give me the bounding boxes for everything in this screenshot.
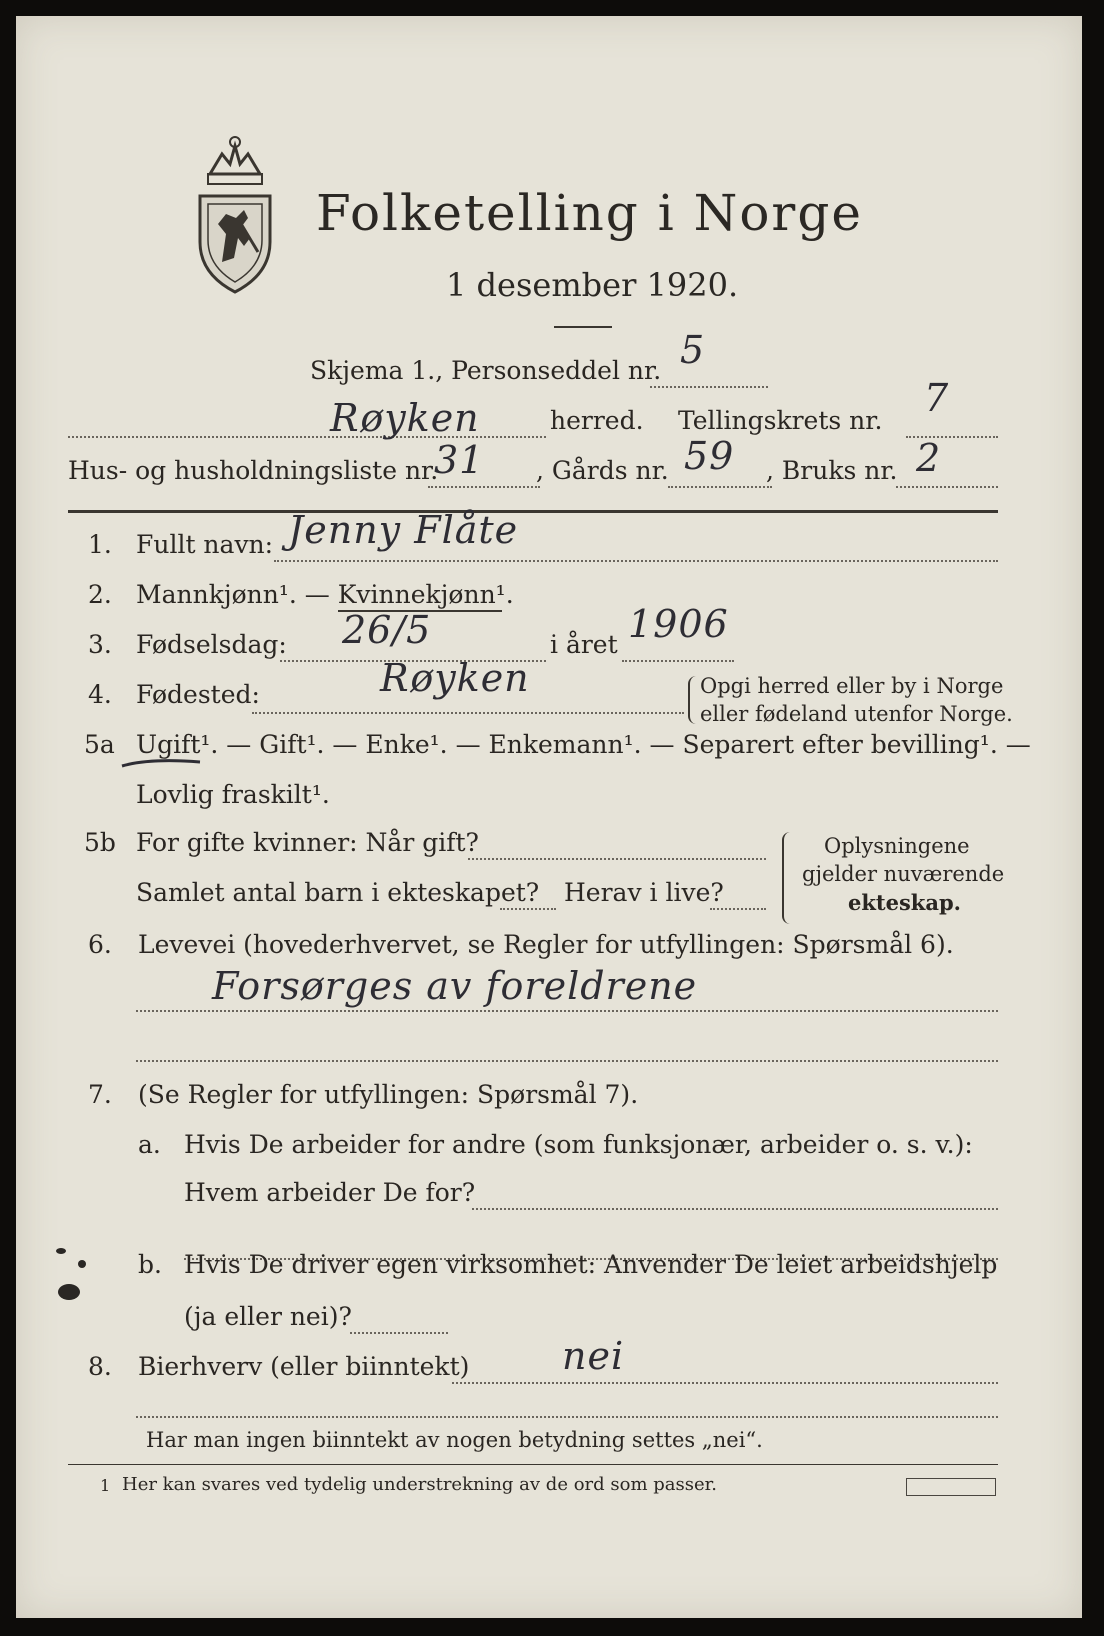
- q8-dots-line2: [136, 1416, 998, 1418]
- q7b-label2: (ja eller nei)?: [184, 1302, 352, 1331]
- q5a-label2: Lovlig fraskilt¹.: [136, 780, 330, 809]
- header-separator: [68, 510, 998, 513]
- footnote-text: Her kan svares ved tydelig understrekning av de ord som passer.: [122, 1474, 717, 1495]
- bruks-label: , Bruks nr.: [766, 456, 898, 485]
- q7-label: (Se Regler for utfyllingen: Spørsmål 7).: [138, 1080, 639, 1109]
- q6-dots-line1: [136, 1010, 998, 1012]
- q5b-note-brace: [782, 832, 792, 924]
- gards-label: , Gårds nr.: [536, 456, 669, 485]
- coat-of-arms-icon: [196, 134, 274, 298]
- q5b-note-line1: Oplysningene: [824, 834, 970, 858]
- q7a-dots: [472, 1208, 998, 1210]
- q1-dots: [274, 560, 998, 562]
- q3-value: 26/5: [342, 608, 432, 652]
- form-title: Folketelling i Norge: [316, 184, 863, 242]
- q4-dots: [252, 712, 684, 714]
- husholdning-value: 31: [434, 438, 485, 482]
- q7b-dots: [350, 1332, 448, 1334]
- schema-label: Skjema 1., Personseddel nr.: [310, 356, 662, 385]
- herred-label: herred.: [550, 406, 644, 435]
- husholdning-dots: [428, 486, 540, 488]
- q6-dots-line2: [136, 1060, 998, 1062]
- census-form-sheet: [16, 16, 1082, 1618]
- q4-value: Røyken: [380, 656, 530, 700]
- q6-number: 6.: [88, 930, 112, 959]
- ink-blot: [56, 1248, 66, 1254]
- q3-year-value: 1906: [628, 602, 729, 646]
- printer-stamp: [906, 1478, 996, 1496]
- q5b-alive-dots: [710, 908, 766, 910]
- personseddel-value: 5: [680, 328, 706, 372]
- q3-label: Fødselsdag:: [136, 630, 287, 659]
- gards-value: 59: [684, 434, 735, 478]
- q4-note-brace: [688, 676, 696, 724]
- q2-label: Mannkjønn¹. — Kvinnekjønn¹.: [136, 580, 514, 609]
- q5b-label3: Herav i live?: [564, 878, 724, 907]
- q5b-label2: Samlet antal barn i ekteskapet?: [136, 878, 540, 907]
- q7b-number: b.: [138, 1250, 162, 1279]
- q3-year-dots: [622, 660, 734, 662]
- q2-number: 2.: [88, 580, 112, 609]
- q7b-label: Hvis De driver egen virksomhet: Anvender De leiet arbeidshjelp: [184, 1250, 998, 1279]
- title-divider: [554, 326, 612, 328]
- q5b-note-line2: gjelder nuværende: [802, 862, 1005, 886]
- q7a-label: Hvis De arbeider for andre (som funksjonær, arbeider o. s. v.):: [184, 1130, 973, 1159]
- q3-year-label: i året: [550, 630, 618, 659]
- q1-value: Jenny Flåte: [288, 508, 519, 552]
- bruks-dots: [896, 486, 998, 488]
- q4-note-line2: eller fødeland utenfor Norge.: [700, 702, 1013, 726]
- q7a-label2: Hvem arbeider De for?: [184, 1178, 476, 1207]
- q5b-when-dots: [468, 858, 766, 860]
- tellingskrets-value: 7: [924, 376, 950, 420]
- q5b-children-dots: [500, 908, 556, 910]
- q5b-label: For gifte kvinner: Når gift?: [136, 828, 479, 857]
- footnote-mark: 1: [100, 1476, 111, 1495]
- gards-dots: [668, 486, 772, 488]
- herred-value: Røyken: [330, 396, 480, 440]
- tellingskrets-label: Tellingskrets nr.: [678, 406, 883, 435]
- q5a-ugift-underline: [120, 754, 204, 776]
- q8-note: Har man ingen biinntekt av nogen betydning settes „nei“.: [146, 1428, 763, 1452]
- q5a-number: 5a: [84, 730, 115, 759]
- personseddel-dots: [650, 386, 768, 388]
- q7a-number: a.: [138, 1130, 161, 1159]
- q3-number: 3.: [88, 630, 112, 659]
- bruks-value: 2: [916, 436, 942, 480]
- q1-number: 1.: [88, 530, 112, 559]
- ink-blot: [78, 1260, 86, 1268]
- footnote-divider: [68, 1464, 998, 1465]
- ink-blot: [58, 1284, 80, 1300]
- q8-value: nei: [562, 1334, 625, 1378]
- q5a-label: Ugift¹. — Gift¹. — Enke¹. — Enkemann¹. — Separert efter bevilling¹. —: [136, 730, 1031, 759]
- q6-label: Levevei (hovederhvervet, se Regler for utfyllingen: Spørsmål 6).: [138, 930, 954, 959]
- q8-dots: [452, 1382, 998, 1384]
- q5b-number: 5b: [84, 828, 116, 857]
- q4-label: Fødested:: [136, 680, 260, 709]
- q1-label: Fullt navn:: [136, 530, 274, 559]
- q7-number: 7.: [88, 1080, 112, 1109]
- q4-note-line1: Opgi herred eller by i Norge: [700, 674, 1004, 698]
- q8-number: 8.: [88, 1352, 112, 1381]
- q5b-note-line3: ekteskap.: [848, 890, 961, 915]
- husholdning-label: Hus- og husholdningsliste nr.: [68, 456, 439, 485]
- q6-value: Forsørges av foreldrene: [212, 964, 698, 1008]
- q8-label: Bierhverv (eller biinntekt): [138, 1352, 470, 1381]
- q4-number: 4.: [88, 680, 112, 709]
- form-date: 1 desember 1920.: [446, 266, 739, 304]
